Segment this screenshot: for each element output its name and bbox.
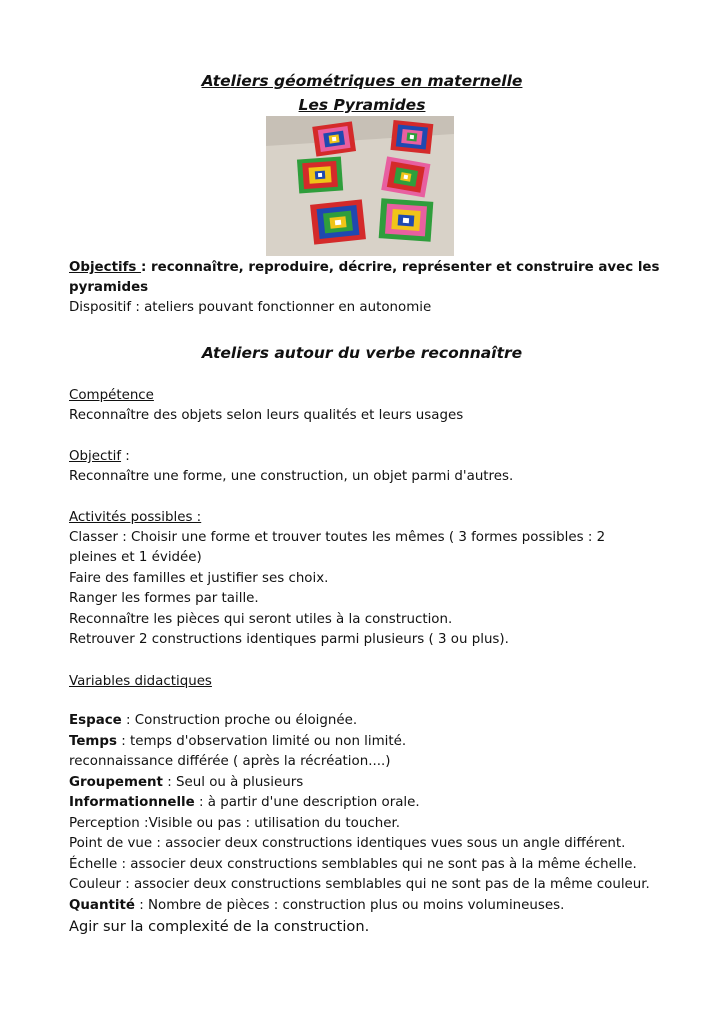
objectives-line-2: pyramides <box>69 280 149 295</box>
variable-echelle: Échelle : associer deux constructions semblables qui ne sont pas à la même échelle. <box>69 857 637 872</box>
temps-label: Temps <box>69 734 117 749</box>
temps-line-2: reconnaissance différée ( après la récréation....) <box>69 754 391 769</box>
groupement-text: : Seul ou à plusieurs <box>162 775 304 790</box>
competence-text: Reconnaître des objets selon leurs qualités et leurs usages <box>69 408 464 423</box>
objectives-line-1 <box>69 258 660 278</box>
pyramid-5 <box>310 199 366 244</box>
variable-informationnelle <box>69 793 420 813</box>
variable-point-de-vue: Point de vue : associer deux constructions identiques vues sous un angle différent. <box>69 836 626 851</box>
pyramid-1 <box>312 121 356 156</box>
variable-temps <box>69 732 406 752</box>
pyramid-2 <box>390 120 433 154</box>
document-subtitle: Les Pyramides <box>298 96 426 114</box>
activity-line: Ranger les formes par taille. <box>69 591 259 606</box>
pyramid-3 <box>297 157 343 194</box>
activity-line: Classer : Choisir une forme et trouver toutes les mêmes ( 3 formes possibles : 2 <box>69 530 606 545</box>
activities-label: Activités possibles : <box>69 510 202 525</box>
variable-quantite <box>69 896 564 916</box>
activity-line: Retrouver 2 constructions identiques parmi plusieurs ( 3 ou plus). <box>69 632 509 647</box>
objective-label: Objectif <box>69 449 122 464</box>
competence-label: Compétence <box>69 388 154 403</box>
objectives-text: : reconnaître, reproduire, décrire, représenter et construire avec les <box>141 260 660 275</box>
groupement-label: Groupement <box>69 775 163 790</box>
info-label: Informationnelle <box>69 795 195 810</box>
pyramid-6 <box>379 198 434 242</box>
temps-text: : temps d'observation limité ou non limité. <box>116 734 407 749</box>
espace-text: : Construction proche ou éloignée. <box>121 713 358 728</box>
dispositif-line: Dispositif : ateliers pouvant fonctionner en autonomie <box>69 300 432 315</box>
objective-suffix: : <box>121 449 130 464</box>
objective-heading <box>69 447 130 467</box>
document-title: Ateliers géométriques en maternelle <box>201 72 523 90</box>
variable-espace <box>69 711 357 731</box>
variable-perception: Perception :Visible ou pas : utilisation du toucher. <box>69 816 400 831</box>
section-title: Ateliers autour du verbe reconnaître <box>201 344 523 362</box>
activity-line: Faire des familles et justifier ses choix. <box>69 571 329 586</box>
activity-line: Reconnaître les pièces qui seront utiles à la construction. <box>69 612 453 627</box>
info-text: : à partir d'une description orale. <box>194 795 420 810</box>
objectives-label: Objectifs <box>69 260 142 275</box>
last-line: Agir sur la complexité de la construction. <box>69 918 370 935</box>
quantite-text: : Nombre de pièces : construction plus ou moins volumineuses. <box>134 898 565 913</box>
variables-label: Variables didactiques <box>69 674 212 689</box>
variable-couleur: Couleur : associer deux constructions semblables qui ne sont pas de la même couleur. <box>69 877 650 892</box>
quantite-label: Quantité <box>69 898 135 913</box>
pyramids-photo <box>266 116 454 256</box>
objective-text: Reconnaître une forme, une construction, un objet parmi d'autres. <box>69 469 514 484</box>
activity-line: pleines et 1 évidée) <box>69 550 202 565</box>
variable-groupement <box>69 773 303 793</box>
espace-label: Espace <box>69 713 122 728</box>
